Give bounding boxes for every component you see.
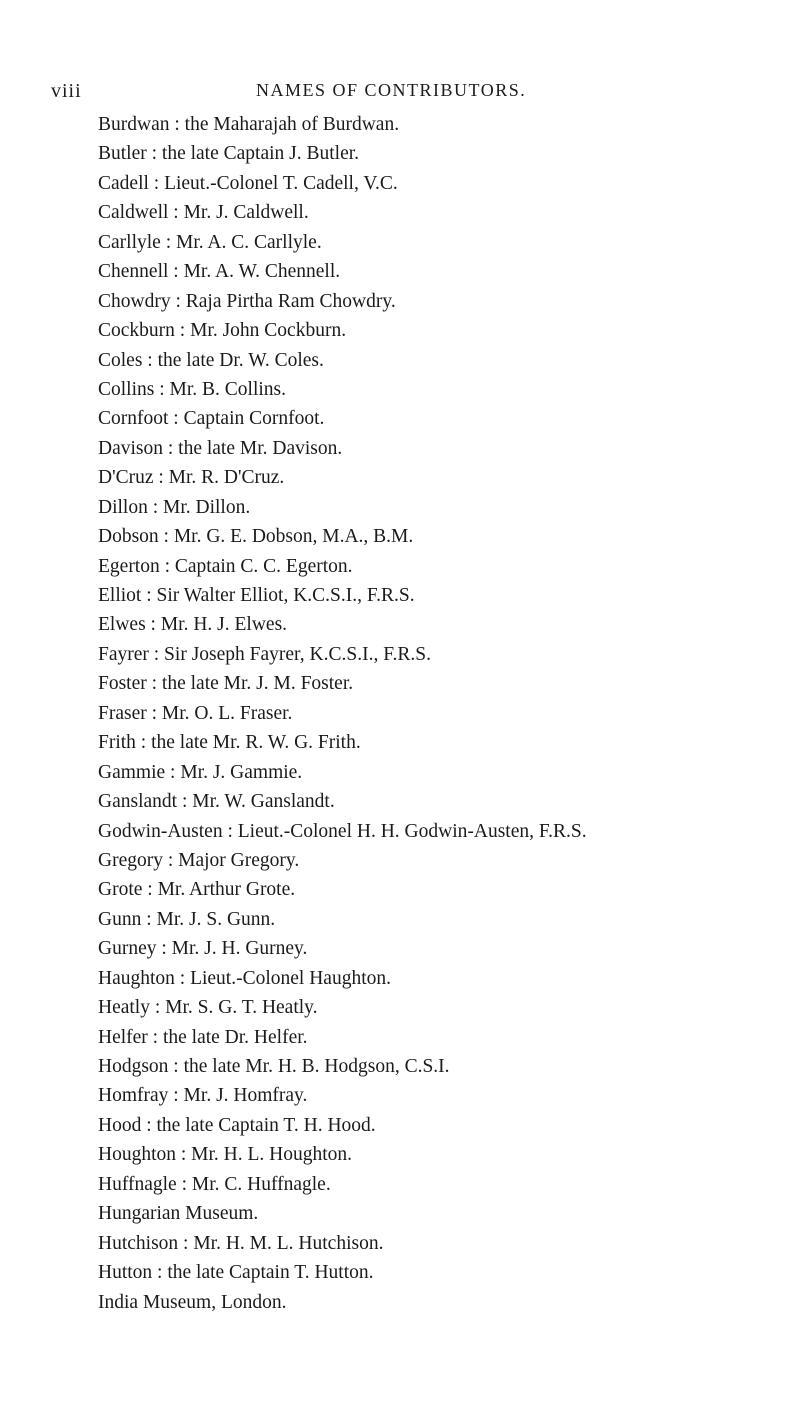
contributor-entry: Gregory : Major Gregory. <box>98 849 300 871</box>
contributor-entry: Fayrer : Sir Joseph Fayrer, K.C.S.I., F.R.S. <box>98 643 431 665</box>
contributor-entry: Godwin-Austen : Lieut.-Colonel H. H. Godwin-Austen, F.R.S. <box>98 820 587 842</box>
contributor-entry: Chowdry : Raja Pirtha Ram Chowdry. <box>98 290 396 312</box>
contributor-entry: Chennell : Mr. A. W. Chennell. <box>98 261 341 283</box>
contributor-entry: Hood : the late Captain T. H. Hood. <box>98 1114 376 1136</box>
contributor-entry: Gammie : Mr. J. Gammie. <box>98 761 303 783</box>
contributor-entry: Gurney : Mr. J. H. Gurney. <box>98 938 308 960</box>
contributor-entry: Burdwan : the Maharajah of Burdwan. <box>98 114 400 135</box>
contributor-entry: Houghton : Mr. H. L. Houghton. <box>98 1144 353 1166</box>
contributor-entry: Gunn : Mr. J. S. Gunn. <box>98 908 276 930</box>
contributor-entry: Ganslandt : Mr. W. Ganslandt. <box>98 791 335 813</box>
contributor-entry: Hutchison : Mr. H. M. L. Hutchison. <box>98 1232 384 1254</box>
contributor-entry: Hutton : the late Captain T. Hutton. <box>98 1262 374 1284</box>
contributor-entry: Egerton : Captain C. C. Egerton. <box>98 555 353 577</box>
contributor-entry: Cornfoot : Captain Cornfoot. <box>98 408 325 430</box>
contributor-entry: Frith : the late Mr. R. W. G. Frith. <box>98 732 361 754</box>
contributor-entry: Heatly : Mr. S. G. T. Heatly. <box>98 997 318 1019</box>
contributor-entry: Helfer : the late Dr. Helfer. <box>98 1026 308 1048</box>
contributor-entry: Huffnagle : Mr. C. Huffnagle. <box>98 1173 331 1195</box>
contributor-entry: India Museum, London. <box>98 1291 287 1313</box>
contributor-list <box>98 110 587 1317</box>
contributor-entry: Caldwell : Mr. J. Caldwell. <box>98 202 309 224</box>
page-number: viii <box>51 80 82 102</box>
contributor-entry: Fraser : Mr. O. L. Fraser. <box>98 702 293 724</box>
contributor-entry: Hungarian Museum. <box>98 1203 259 1225</box>
contributor-entry: Cadell : Lieut.-Colonel T. Cadell, V.C. <box>98 172 398 194</box>
contributor-entry: Elwes : Mr. H. J. Elwes. <box>98 614 288 636</box>
contributor-entry: Homfray : Mr. J. Homfray. <box>98 1085 308 1107</box>
contributor-entry: Butler : the late Captain J. Butler. <box>98 143 360 165</box>
contributor-entry: Elliot : Sir Walter Elliot, K.C.S.I., F.R.S. <box>98 585 415 606</box>
contributor-entry: Foster : the late Mr. J. M. Foster. <box>98 673 354 695</box>
contributor-entry: Haughton : Lieut.-Colonel Haughton. <box>98 967 391 989</box>
running-head: NAMES OF CONTRIBUTORS. <box>256 80 527 100</box>
page-header <box>0 0 801 110</box>
contributor-entry: Collins : Mr. B. Collins. <box>98 378 287 400</box>
contributor-entry: Carllyle : Mr. A. C. Carllyle. <box>98 231 322 253</box>
contributor-entry: D'Cruz : Mr. R. D'Cruz. <box>98 467 285 489</box>
contributor-entry: Cockburn : Mr. John Cockburn. <box>98 320 347 342</box>
contributor-entry: Davison : the late Mr. Davison. <box>98 437 343 459</box>
contributor-entry: Dobson : Mr. G. E. Dobson, M.A., B.M. <box>98 526 414 548</box>
contributor-entry: Hodgson : the late Mr. H. B. Hodgson, C.S.I. <box>98 1056 450 1077</box>
contributor-entry: Grote : Mr. Arthur Grote. <box>98 879 296 901</box>
contributor-entry: Dillon : Mr. Dillon. <box>98 496 251 518</box>
contributor-entry: Coles : the late Dr. W. Coles. <box>98 349 324 371</box>
